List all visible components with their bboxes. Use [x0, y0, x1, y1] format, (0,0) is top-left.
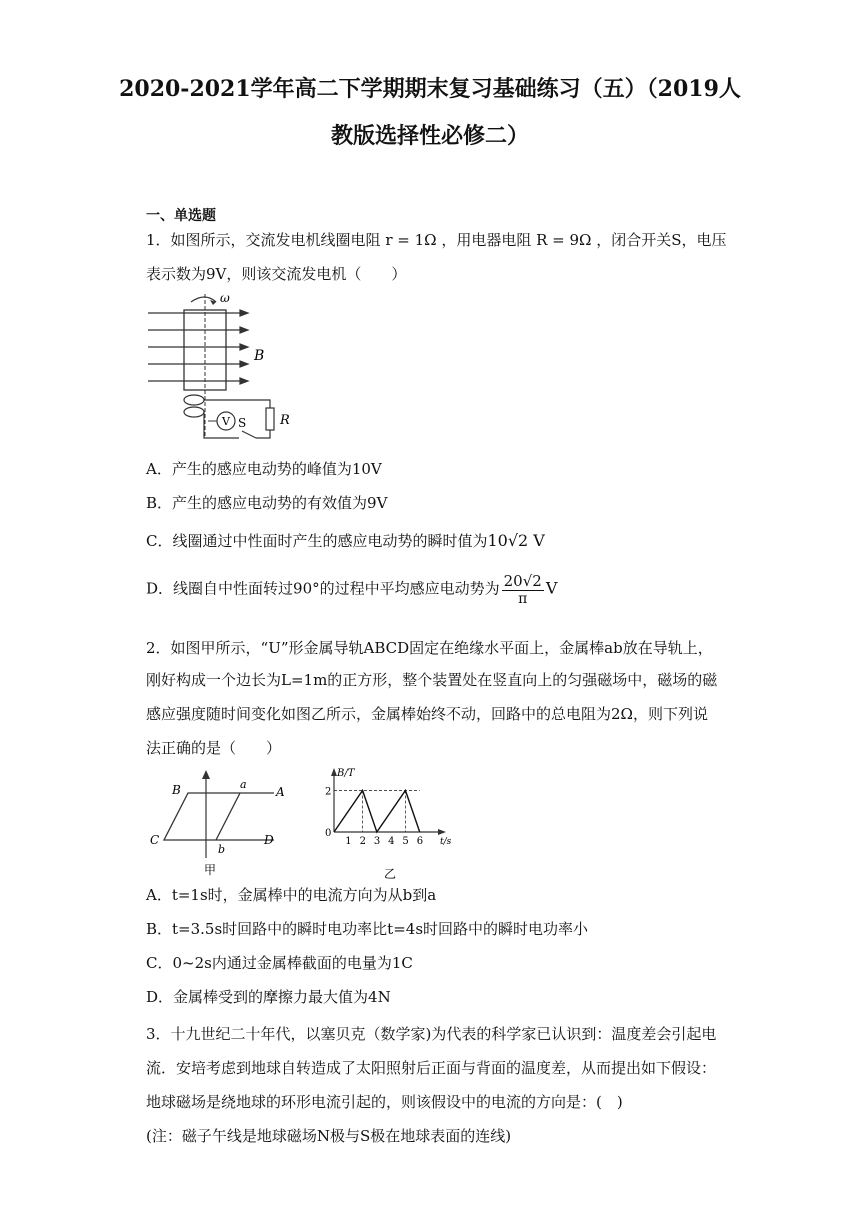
q1-generator-figure — [146, 290, 306, 440]
point-a-upper-label: A — [276, 785, 285, 799]
document-title-line1: 2020-2021学年高二下学期期末复习基础练习（五）（2019人 — [119, 76, 741, 102]
y-tick-label: 2 — [325, 786, 332, 798]
document-title-line2: 教版选择性必修二） — [330, 123, 529, 149]
q1-option-c-value: 10√2 V — [487, 531, 545, 550]
x-axis-arrow — [438, 829, 446, 835]
q1-option-c-text: C．线圈通过中性面时产生的感应电动势的瞬时值为 — [146, 532, 488, 550]
point-d-label: D — [264, 833, 274, 847]
q2-option-d[interactable]: D．金属棒受到的摩擦力最大值为4N — [146, 988, 391, 1006]
point-c-label: C — [150, 833, 160, 847]
point-b-label: B — [172, 783, 181, 797]
q2-option-a[interactable]: A．t=1s时，金属棒中的电流方向为从b到a — [146, 886, 437, 904]
x-tick-label: 1 — [345, 836, 352, 847]
q2-stem-line4: 法正确的是（ ） — [146, 739, 282, 757]
q1-option-d-denominator: π — [518, 591, 528, 607]
q1-option-d-numerator: 20√2 — [503, 572, 542, 590]
q1-option-a[interactable]: A．产生的感应电动势的峰值为10V — [146, 460, 382, 478]
q1-option-d-fraction — [502, 572, 544, 607]
x-tick-label: 0 — [325, 828, 332, 839]
q1-option-b[interactable]: B．产生的感应电动势的有效值为9V — [146, 494, 388, 512]
q1-option-d[interactable] — [146, 572, 557, 607]
x-tick-label: 4 — [388, 836, 395, 847]
q2-option-b[interactable]: B．t=3.5s时回路中的瞬时电功率比t=4s时回路中的瞬时电功率小 — [146, 920, 589, 938]
x-tick-label: 6 — [416, 836, 424, 847]
voltmeter-v-label: V — [222, 415, 230, 428]
rod-a-label: a — [240, 778, 247, 791]
q2-stem-line2: 刚好构成一个边长为L=1m的正方形，整个装置处在竖直向上的匀强磁场中，磁场的磁 — [146, 671, 718, 689]
rod-b-label: b — [218, 843, 226, 856]
q3-stem-line2: 流．安培考虑到地球自转造成了太阳照射后正面与背面的温度差，从而提出如下假设： — [146, 1059, 717, 1077]
field-b-label: B — [254, 348, 265, 364]
q2-option-c[interactable]: C．0~2s内通过金属棒截面的电量为1C — [146, 954, 413, 972]
x-tick-label: 3 — [373, 836, 381, 847]
q3-stem-line4: (注：磁子午线是地球磁场N极与S极在地球表面的连线) — [146, 1127, 512, 1145]
y-axis-label: B/T — [337, 768, 355, 779]
resistor-r-label: R — [280, 413, 290, 428]
figure-yi-caption: 乙 — [384, 867, 397, 880]
q1-stem-line1: 1．如图所示，交流发电机线圈电阻 r = 1Ω ，用电器电阻 R = 9Ω ，闭合开关S，电压 — [146, 231, 727, 249]
q2-stem-line1: 2．如图甲所示，“U”形金属导轨ABCD固定在绝缘水平面上，金属棒ab放在导轨上， — [146, 639, 713, 657]
series-line — [334, 790, 420, 832]
q2-stem-line3: 感应强度随时间变化如图乙所示，金属棒始终不动，回路中的总电阻为2Ω，则下列说 — [146, 705, 708, 723]
section-heading: 一、单选题 — [146, 208, 216, 224]
x-axis-label: t/s — [440, 837, 452, 847]
x-tick-label: 5 — [402, 836, 409, 847]
x-tick-label: 2 — [359, 836, 366, 847]
figure-jia-caption: 甲 — [204, 863, 217, 877]
q3-stem-line1: 3．十九世纪二十年代，以塞贝克（数学家)为代表的科学家已认识到：温度差会引起电 — [146, 1025, 717, 1043]
q1-option-d-unit: V — [545, 578, 558, 598]
q2-rail-figure — [146, 768, 286, 878]
q1-option-c[interactable] — [146, 530, 545, 551]
q2-bt-chart — [312, 768, 452, 880]
q1-stem-line2: 表示数为9V，则该交流发电机（ ） — [146, 265, 407, 283]
switch-s-label: S — [238, 416, 247, 430]
q3-stem-line3: 地球磁场是绕地球的环形电流引起的，则该假设中的电流的方向是：( ) — [146, 1093, 623, 1111]
q1-option-d-text: D．线圈自中性面转过90°的过程中平均感应电动势为 — [146, 579, 500, 598]
omega-label: ω — [220, 291, 230, 305]
